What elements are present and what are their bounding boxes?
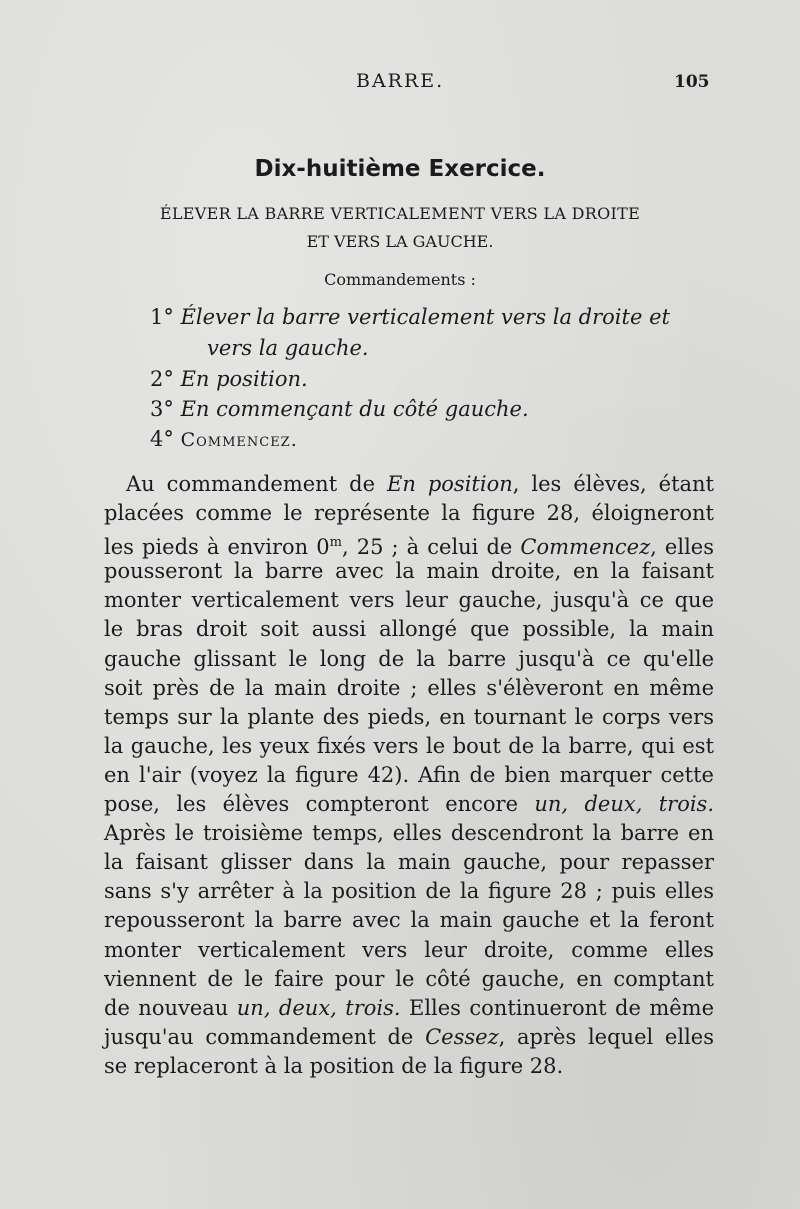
command-1-number: 1° (150, 305, 174, 329)
body-line: Après le troisième temps, elles descendront la barre en (104, 821, 714, 846)
command-4 (150, 427, 298, 451)
command-1 (150, 305, 670, 329)
command-2 (150, 367, 308, 391)
command-4-number: 4° (150, 427, 174, 451)
body-line: placées comme le représente la figure 28, éloigneront (104, 501, 714, 526)
exercise-subtitle-line-1: ÉLEVER LA BARRE VERTICALEMENT VERS LA DROITE (159, 204, 641, 223)
body-paragraph (104, 470, 714, 1081)
body-line: Au commandement de En position, les élèves, étant (126, 472, 714, 496)
body-line: la faisant glisser dans la main gauche, pour repasser (104, 850, 714, 875)
body-line: viennent de le faire pour le côté gauche, en comptant (104, 966, 714, 991)
running-head: BARRE. (356, 70, 445, 92)
body-line: repousseront la barre avec la main gauche et la feront (104, 908, 714, 933)
command-1-continuation (207, 336, 369, 360)
body-line: pose, les élèves compteront encore un, deux, trois. (104, 792, 715, 817)
body-line: temps sur la plante des pieds, en tournant le corps vers (104, 704, 714, 729)
command-3-number: 3° (150, 397, 174, 421)
commands-label: Commandements : (324, 270, 476, 289)
command-3 (150, 397, 529, 421)
body-line: de nouveau un, deux, trois. Elles continueront de même (104, 995, 714, 1020)
body-line: les pieds à environ 0$^m$, 25 ; à celui de Commencez, elles (104, 535, 714, 560)
command-1-text: Élever la barre verticalement vers la droite et (180, 305, 670, 329)
body-line: monter verticalement vers leur gauche, jusqu'à ce que (104, 588, 714, 613)
body-line: gauche glissant le long de la barre jusqu'à ce qu'elle (104, 646, 714, 671)
body-line: pousseront la barre avec la main droite, en la faisant (104, 559, 714, 584)
command-2-number: 2° (150, 367, 174, 391)
command-4-text: Commencez. (180, 429, 298, 451)
exercise-title: Dix-huitième Exercice. (254, 156, 546, 182)
body-line: monter verticalement vers leur droite, comme elles (104, 937, 714, 962)
body-line: sans s'y arrêter à la position de la figure 28 ; puis elles (104, 879, 714, 904)
command-2-text: En position. (180, 367, 308, 391)
body-line: jusqu'au commandement de Cessez, après lequel elles (104, 1024, 715, 1049)
body-line: en l'air (voyez la figure 42). Afin de bien marquer cette (104, 762, 714, 787)
body-line: la gauche, les yeux fixés vers le bout de la barre, qui est (104, 733, 714, 758)
page-number: 105 (674, 72, 710, 92)
body-line: se replaceront à la position de la figure 28. (104, 1053, 564, 1078)
body-line: soit près de la main droite ; elles s'élèveront en même (104, 675, 714, 700)
body-line: le bras droit soit aussi allongé que possible, la main (104, 617, 714, 642)
command-3-text: En commençant du côté gauche. (180, 397, 529, 421)
exercise-subtitle-line-2: ET VERS LA GAUCHE. (306, 232, 494, 251)
command-1-text-cont: vers la gauche. (207, 336, 369, 360)
